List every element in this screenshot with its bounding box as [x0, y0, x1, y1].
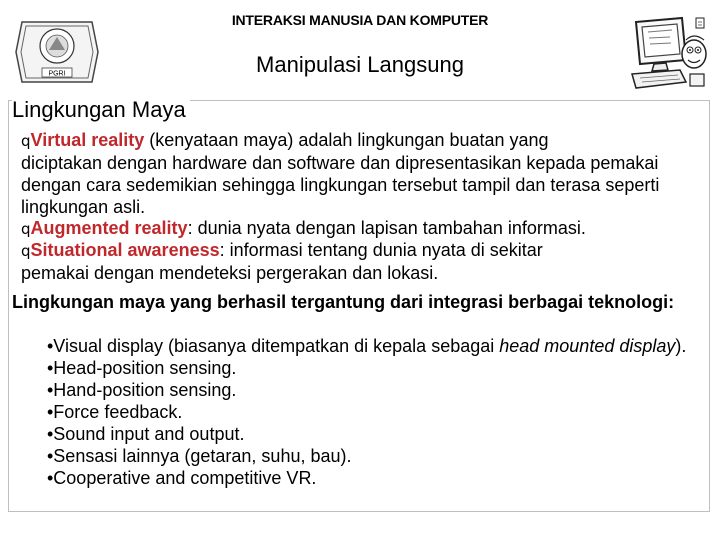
- slide-title: Manipulasi Langsung: [256, 52, 464, 77]
- list-item: •Sensasi lainnya (getaran, suhu, bau).: [47, 446, 352, 466]
- term-virtual-reality: Virtual reality: [30, 130, 145, 150]
- list-item-augmented-reality: [21, 217, 703, 240]
- content-box: [8, 97, 710, 512]
- feature-list: [47, 335, 707, 489]
- item-text-continued: pemakai dengan mendeteksi pergerakan dan lokasi.: [21, 263, 439, 283]
- bullet-marker: q: [21, 220, 31, 238]
- list-item: •Cooperative and competitive VR.: [47, 468, 317, 488]
- logo-text: PGRI: [48, 70, 66, 78]
- section-heading: Lingkungan Maya: [12, 97, 190, 123]
- list-item: •Force feedback.: [47, 402, 183, 422]
- list-item-virtual-reality: [21, 129, 703, 218]
- integration-heading: Lingkungan maya yang berhasil tergantung dari integrasi berbagai teknologi:: [12, 292, 675, 312]
- list-item: •Head-position sensing.: [47, 358, 237, 378]
- item-text: (kenyataan maya) adalah lingkungan buatan yang: [144, 130, 549, 150]
- list-item-situational-awareness: [21, 239, 703, 284]
- term-situational-awareness: Situational awareness: [30, 240, 220, 260]
- bullet-marker: q: [21, 132, 31, 150]
- bullet-marker: q: [21, 242, 31, 260]
- list-item: •Hand-position sensing.: [47, 380, 237, 400]
- course-title: INTERAKSI MANUSIA DAN KOMPUTER: [231, 12, 489, 28]
- term-augmented-reality: Augmented reality: [30, 218, 188, 238]
- item-text-continued: diciptakan dengan hardware dan software dan dipresentasikan kepada pemakai dengan cara sedemikian sehingga lingkungan tersebut tampil dan terasa seperti lingkungan asli.: [21, 153, 660, 217]
- item-text: : informasi tentang dunia nyata di sekitar: [219, 240, 543, 260]
- item-text: : dunia nyata dengan lapisan tambahan informasi.: [187, 218, 586, 238]
- list-item: •Sound input and output.: [47, 424, 245, 444]
- list-item: •Visual display (biasanya ditempatkan di kepala sebagai head mounted display).: [47, 336, 687, 356]
